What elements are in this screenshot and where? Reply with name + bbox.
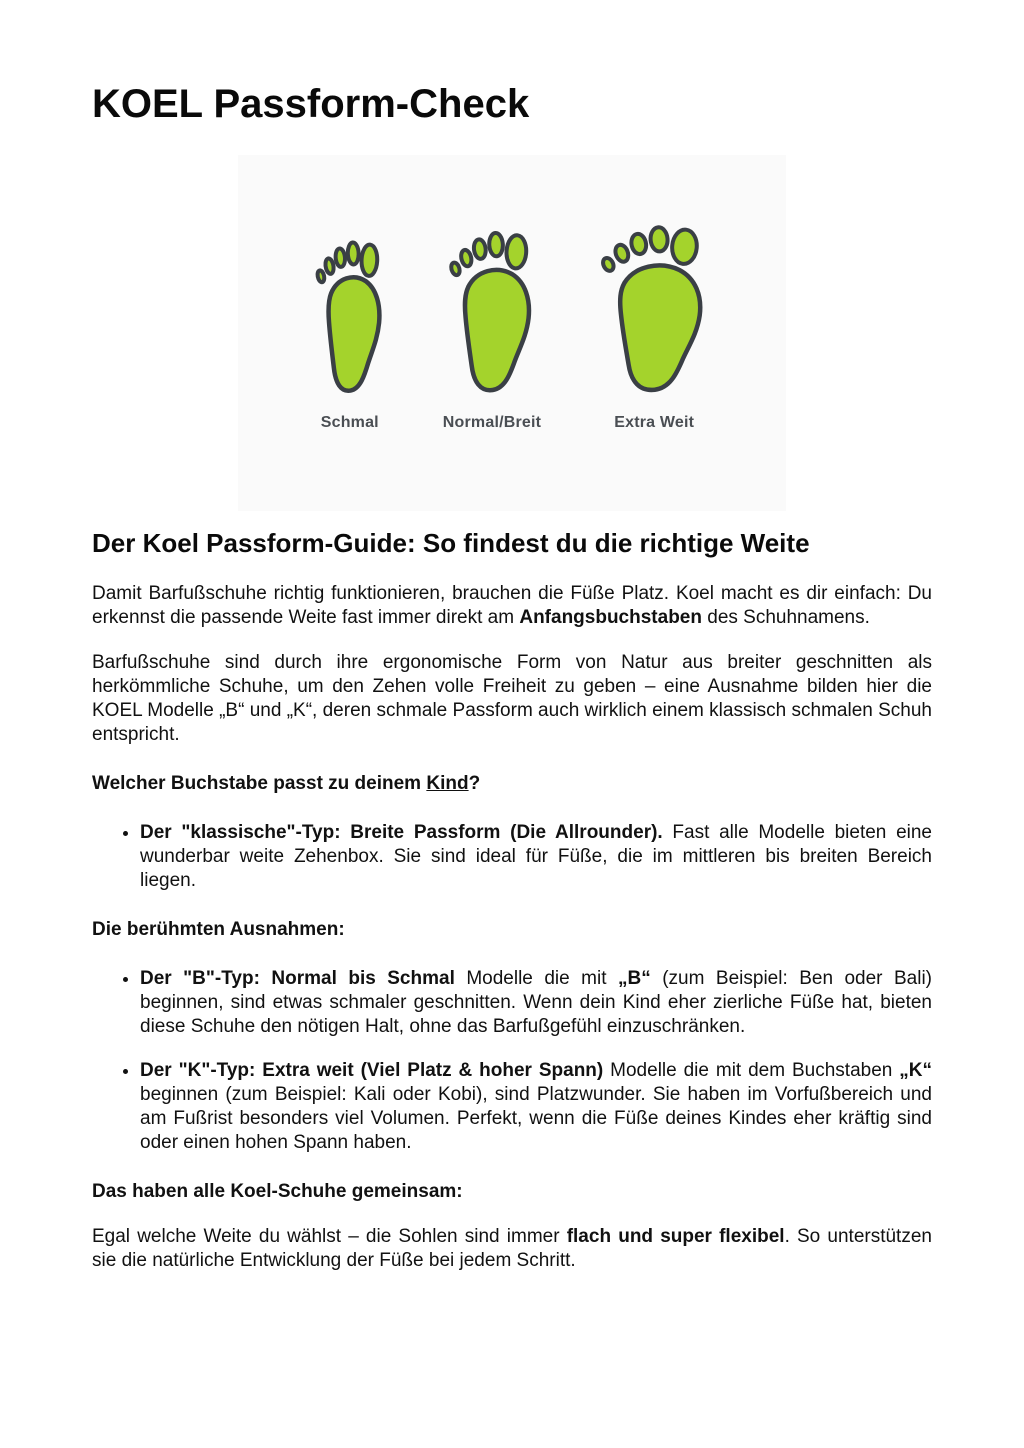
- list-item-b-typ: • Der "B"-Typ: Normal bis Schmal Modelle die mit „B“ (zum Beispiel: Ben oder Bali) beginnen, sind etwas schmaler geschnitten. Wenn dein Kind eher zierliche Füße hat, bieten diese Schuhe den nötigen Halt, ohne das Barfußgefühl einzuschränken.: [140, 967, 932, 1039]
- foot-label-extra-weit: Extra Weit: [614, 414, 695, 431]
- foot-column-schmal: [315, 234, 385, 433]
- kind-subheading: Welcher Buchstabe passt zu deinem Kind?: [92, 773, 481, 794]
- foot-width-figure: [238, 155, 786, 511]
- foot-sole: [620, 266, 700, 390]
- foot-narrow-icon: [315, 234, 385, 399]
- foot-sole: [465, 270, 529, 390]
- foot-normal-icon: [448, 224, 536, 399]
- guide-heading: Der Koel Passform-Guide: So findest du die richtige Weite: [92, 528, 810, 558]
- exceptions-list: [92, 963, 932, 1155]
- foot-sole: [328, 277, 379, 390]
- closing-paragraph: Egal welche Weite du wählst – die Sohlen sind immer flach und super flexibel. So unterstützen sie die natürliche Entwicklung der Füße bei jedem Schritt.: [92, 1226, 932, 1271]
- ausnahmen-subheading: Die berühmten Ausnahmen:: [92, 919, 345, 940]
- intro-paragraph: Damit Barfußschuhe richtig funktionieren, brauchen die Füße Platz. Koel macht es dir einfach: Du erkennst die passende Weite fast immer direkt am Anfangsbuchstaben des Schuhnamens.: [92, 583, 932, 628]
- foot-label-normal-breit: Normal/Breit: [442, 414, 542, 431]
- gemeinsam-subheading: Das haben alle Koel-Schuhe gemeinsam:: [92, 1181, 463, 1202]
- allrounder-list: [92, 817, 932, 893]
- list-item-klassische-typ: • Der "klassische"-Typ: Breite Passform (Die Allrounder). Fast alle Modelle bieten eine wunderbar weite Zehenbox. Sie sind ideal für Füße, die im mittleren bis breiten Bereich liegen.: [140, 821, 932, 893]
- list-item-k-typ: • Der "K"-Typ: Extra weit (Viel Platz & hoher Spann) Modelle die mit dem Buchstaben „K“ beginnen (zum Beispiel: Kali oder Kobi), sind Platzwunder. Sie haben im Vorfußbereich und am Fußrist besonders viel Volumen. Perfekt, wenn die Füße deines Kindes eher kräftig sind oder einen hohen Spann haben.: [140, 1059, 932, 1155]
- exception-paragraph: Barfußschuhe sind durch ihre ergonomische Form von Natur aus breiter geschnitten als herkömmliche Schuhe, um den Zehen volle Freiheit zu geben – eine Ausnahme bilden hier die KOEL Modelle „B“ und „K“, deren schmale Passform auch wirklich einem klassisch schmalen Schuh entspricht.: [92, 652, 932, 745]
- foot-wide-icon: [599, 218, 709, 399]
- foot-column-normal: [443, 224, 541, 433]
- foot-column-extra-weit: [599, 218, 709, 433]
- page-title: KOEL Passform-Check: [92, 82, 530, 126]
- foot-label-schmal: Schmal: [320, 414, 379, 431]
